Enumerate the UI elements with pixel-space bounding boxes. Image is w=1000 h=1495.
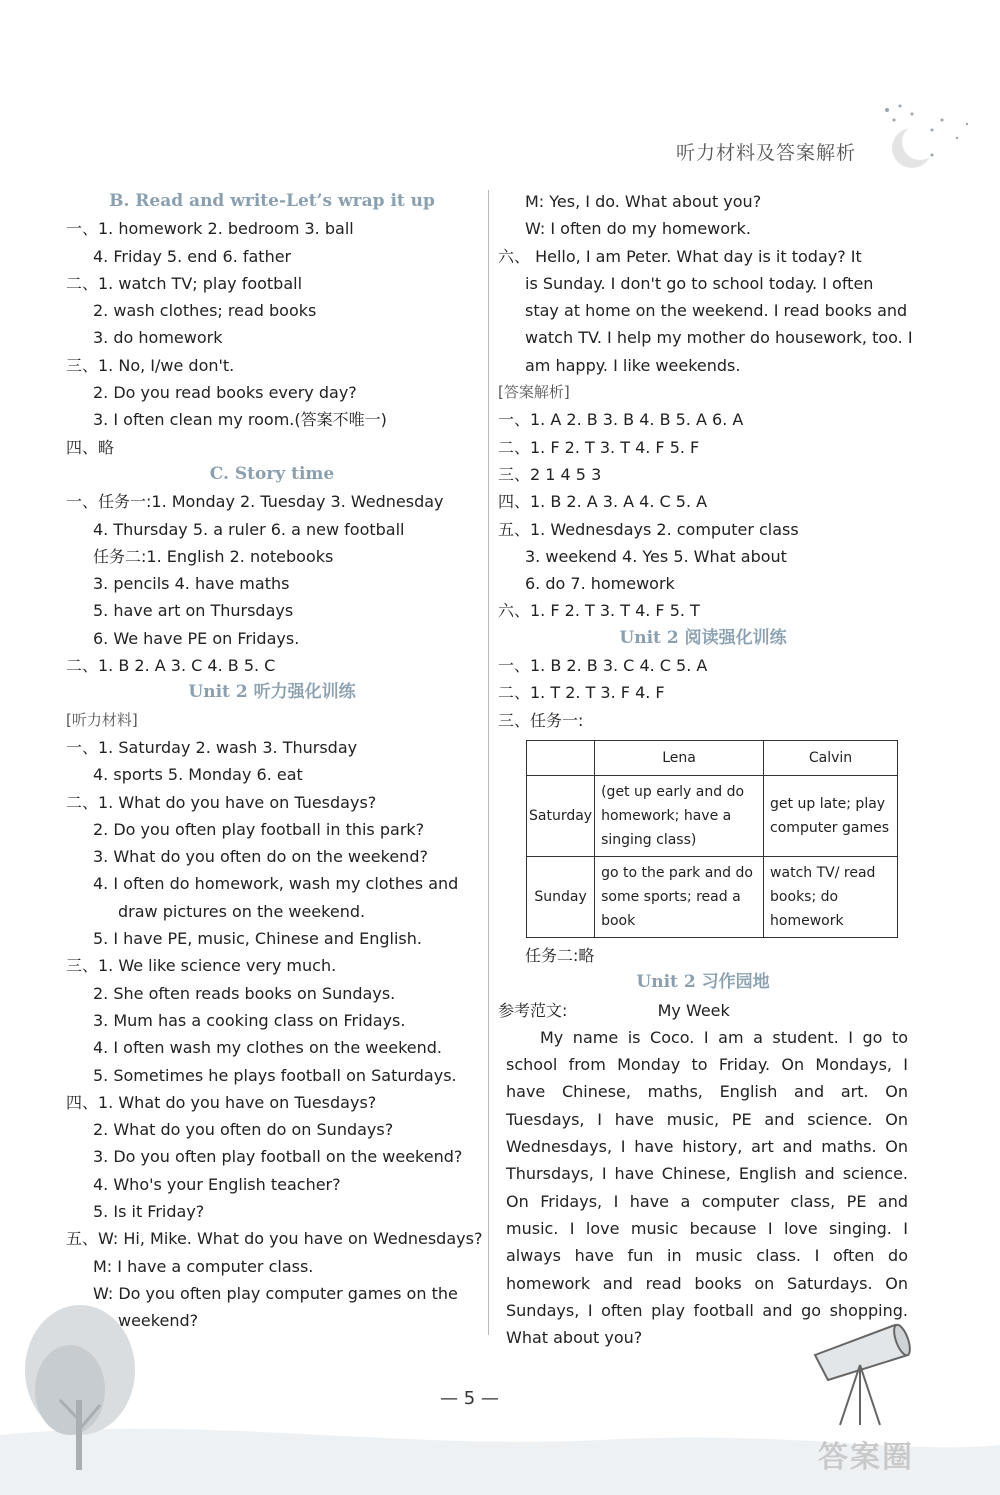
table-cell-day: Saturday [527, 775, 595, 856]
tree-illustration [10, 1290, 310, 1470]
section-title: C. Story time [209, 463, 335, 484]
essay-label: 参考范文: [498, 1000, 568, 1020]
section-title: Unit 2 听力强化训练 [188, 682, 356, 703]
answer-line: 三、2 1 4 5 3 [498, 464, 602, 484]
answer-line: 三、1. No, I/we don't. [66, 355, 235, 375]
column-divider [488, 190, 489, 1335]
essay-title: My Week [657, 1000, 730, 1020]
answer-line: 5. Sometimes he plays football on Saturdays. [93, 1065, 457, 1085]
table-header-cell: Lena [595, 740, 764, 775]
answer-line: 一、1. A 2. B 3. B 4. B 5. A 6. A [498, 410, 744, 430]
answer-line: stay at home on the weekend. I read books and [525, 301, 908, 321]
answer-line: 4. Thursday 5. a ruler 6. a new football [93, 519, 405, 539]
watermark-logo: 答案圈 [818, 1440, 914, 1475]
table-row [527, 856, 898, 937]
answer-line: 2. Do you read books every day? [93, 383, 357, 403]
answer-line: 六、1. F 2. T 3. T 4. F 5. T [498, 601, 700, 621]
moon-stars-icon [872, 100, 982, 180]
table-cell-calvin: get up late; play computer games [764, 775, 898, 856]
answer-line: 四、1. B 2. A 3. A 4. C 5. A [498, 492, 708, 512]
answer-line: 2. Do you often play football in this park? [93, 819, 425, 839]
answer-line: 任务二:1. English 2. notebooks [93, 546, 334, 566]
table-header-row [527, 740, 898, 775]
schedule-table [526, 740, 898, 938]
answer-line: 2. What do you often do on Sundays? [93, 1120, 394, 1140]
answer-line: 三、1. We like science very much. [66, 956, 337, 976]
answer-line: 3. weekend 4. Yes 5. What about [525, 546, 787, 566]
answer-line: 6. do 7. homework [525, 574, 675, 594]
answer-line: 三、任务一: [498, 710, 584, 730]
answer-line: 4. Friday 5. end 6. father [93, 246, 292, 266]
answer-line: 一、1. Saturday 2. wash 3. Thursday [66, 737, 358, 757]
table-cell-calvin: watch TV/ read books; do homework [764, 856, 898, 937]
answer-line: 二、1. What do you have on Tuesdays? [66, 792, 377, 812]
answer-line: 2. She often reads books on Sundays. [93, 983, 396, 1003]
answer-line: is Sunday. I don't go to school today. I often [525, 273, 874, 293]
answer-line: 3. Do you often play football on the weekend? [93, 1147, 463, 1167]
table-row [527, 775, 898, 856]
telescope-icon [800, 1320, 930, 1430]
answer-line: 3. do homework [93, 328, 223, 348]
answer-line: M: I have a computer class. [93, 1256, 314, 1276]
essay-heading [498, 997, 908, 1024]
answer-line: 3. pencils 4. have maths [93, 574, 290, 594]
answer-line: 四、略 [66, 437, 115, 457]
answer-line: 4. I often wash my clothes on the weekend. [93, 1038, 442, 1058]
answer-line: 二、1. watch TV; play football [66, 273, 303, 293]
subsection-label: [听力材料] [66, 710, 138, 729]
answer-line: 五、1. Wednesdays 2. computer class [498, 519, 799, 539]
answer-line: am happy. I like weekends. [525, 355, 741, 375]
answer-line: 2. wash clothes; read books [93, 301, 317, 321]
answer-line: 四、1. What do you have on Tuesdays? [66, 1092, 377, 1112]
table-cell-lena: go to the park and do some sports; read a book [595, 856, 764, 937]
right-column [498, 188, 913, 1351]
section-title: Unit 2 阅读强化训练 [619, 627, 787, 648]
section-title: B. Read and write-Let’s wrap it up [109, 191, 435, 211]
answer-line: W: I often do my homework. [525, 219, 751, 239]
answer-line: watch TV. I help my mother do housework, too. I [525, 328, 913, 348]
answer-line: weekend? [118, 1311, 199, 1331]
answer-line: 二、1. F 2. T 3. T 4. F 5. F [498, 437, 700, 457]
answer-line: W: Do you often play computer games on the [93, 1283, 458, 1303]
answer-line: 4. sports 5. Monday 6. eat [93, 765, 303, 785]
right-top-block [498, 188, 913, 734]
subsection-label: [答案解析] [498, 383, 570, 402]
table-header-cell [527, 740, 595, 775]
table-cell-day: Sunday [527, 856, 595, 937]
answer-line: 六、 Hello, I am Peter. What day is it today? It [498, 246, 862, 266]
answer-line: 5. Is it Friday? [93, 1201, 205, 1221]
answer-line: 5. I have PE, music, Chinese and English. [93, 929, 422, 949]
answer-line: 5. have art on Thursdays [93, 601, 294, 621]
section-title: Unit 2 习作园地 [636, 972, 770, 993]
answer-line: 4. Who's your English teacher? [93, 1174, 341, 1194]
answer-line: 五、W: Hi, Mike. What do you have on Wednesdays? [66, 1229, 483, 1249]
essay-body: My name is Coco. I am a student. I go to school from Monday to Friday. On Mondays, I have Chinese, maths, English and art. On Tuesdays, I have music, PE and science. On Wednesdays, I have history, art and maths. On Thursdays, I have Chinese, English and science. On Fridays, I have a computer class, PE and music. I love music because I love singing. I always have fun in music class. I often do homework and read books on Saturdays. On Sundays, I often play football and go shopping. What about you? [506, 1027, 908, 1348]
left-column [66, 188, 483, 1334]
answer-line: 4. I often do homework, wash my clothes and [93, 874, 459, 894]
answer-line: 一、1. homework 2. bedroom 3. ball [66, 219, 354, 239]
answer-line: 3. Mum has a cooking class on Fridays. [93, 1010, 406, 1030]
table-cell-lena: (get up early and do homework; have a singing class) [595, 775, 764, 856]
table-header-cell: Calvin [764, 740, 898, 775]
task-two-text: 任务二:略 [525, 945, 595, 965]
answer-line: 二、1. B 2. A 3. C 4. B 5. C [66, 656, 276, 676]
answer-line: 一、任务一:1. Monday 2. Tuesday 3. Wednesday [66, 492, 444, 512]
answer-line: 一、1. B 2. B 3. C 4. C 5. A [498, 656, 708, 676]
answer-line: 3. What do you often do on the weekend? [93, 847, 428, 867]
header-title: 听力材料及答案解析 [676, 142, 857, 164]
answer-line: M: Yes, I do. What about you? [525, 192, 762, 211]
answer-line: 6. We have PE on Fridays. [93, 628, 300, 648]
page-number: — 5 — [440, 1388, 499, 1409]
answer-line: 3. I often clean my room.(答案不唯一) [93, 410, 387, 430]
answer-line: draw pictures on the weekend. [118, 901, 366, 921]
answer-line: 二、1. T 2. T 3. F 4. F [498, 683, 665, 703]
